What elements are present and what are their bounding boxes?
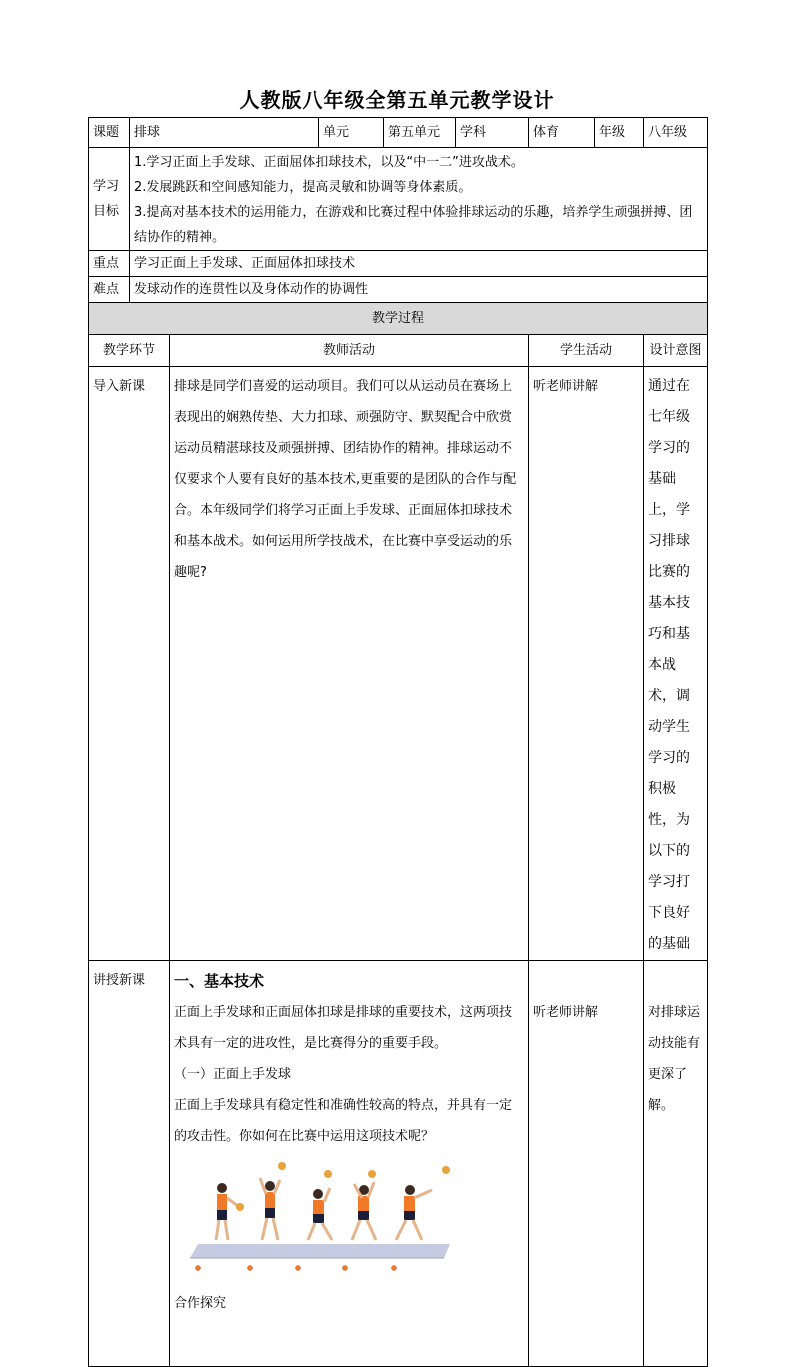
objectives-label: 学习 目标	[89, 148, 130, 251]
process-columns-row	[89, 335, 708, 367]
topic-label: 课题	[89, 118, 130, 148]
subheading: （一）正面上手发球	[174, 1067, 292, 1082]
player-figure	[308, 1170, 332, 1240]
stage-cell: 讲授新课	[89, 961, 170, 1367]
lesson-plan-table	[88, 117, 708, 1367]
teacher-activity-cell: 排球是同学们喜爱的运动项目。我们可以从运动员在赛场上表现出的娴熟传垫、大力扣球、顽强防守、默契配合中欣赏运动员精湛球技及顽强拼搏、团结协作的精神。排球运动不仅要求个人要有良好的基本技术,更重要的是团队的合作与配合。本年级同学们将学习正面上手发球、正面屈体扣球技术和基本战术。如何运用所学技战术，在比赛中享受运动的乐趣呢?	[170, 367, 529, 961]
section-heading: 一、基本技术	[174, 972, 265, 990]
serve-sequence-illustration	[182, 1160, 457, 1272]
document-title: 人教版八年级全第五单元教学设计	[239, 88, 555, 112]
difficulty-label: 难点	[89, 277, 130, 303]
paragraph: 正面上手发球具有稳定性和准确性较高的特点，并具有一定的攻击性。你如何在比赛中运用这项技术呢？	[174, 1098, 513, 1144]
teacher-activity-cell	[170, 961, 529, 1367]
info-row	[89, 118, 708, 148]
design-intent-cell: 通过在七年级学习的基础上，学习排球比赛的基本技巧和基本战术，调动学生学习的积极性，为以下的学习打下良好的基础	[644, 367, 708, 961]
key-point-row	[89, 251, 708, 277]
objective-item: 3.提高对基本技术的运用能力，在游戏和比赛过程中体验排球运动的乐趣，培养学生顽强拼搏、团结协作的精神。	[134, 205, 693, 245]
grade-value: 八年级	[644, 118, 708, 148]
player-figure	[260, 1162, 286, 1240]
student-activity-cell: 听老师讲解	[529, 961, 644, 1367]
objective-item: 2.发展跳跃和空间感知能力，提高灵敏和协调等身体素质。	[134, 180, 472, 195]
student-activity-cell: 听老师讲解	[529, 367, 644, 961]
stage-cell: 导入新课	[89, 367, 170, 961]
paragraph: 正面上手发球和正面屈体扣球是排球的重要技术，这两项技术具有一定的进攻性，是比赛得分的重要手段。	[174, 1005, 513, 1051]
unit-label: 单元	[319, 118, 384, 148]
objectives-row	[89, 148, 708, 251]
column-header-stage: 教学环节	[89, 335, 170, 367]
unit-value: 第五单元	[384, 118, 456, 148]
player-figure	[216, 1183, 244, 1240]
grade-label: 年级	[595, 118, 644, 148]
key-point-value: 学习正面上手发球、正面屈体扣球技术	[130, 251, 708, 277]
objective-item: 1.学习正面上手发球、正面屈体扣球技术，以及“中一二”进攻战术。	[134, 155, 524, 170]
difficulty-value: 发球动作的连贯性以及身体动作的协调性	[130, 277, 708, 303]
design-intent-cell: 对排球运动技能有更深了解。	[644, 961, 708, 1367]
process-header-row	[89, 303, 708, 335]
player-figure	[352, 1170, 376, 1240]
subject-label: 学科	[456, 118, 529, 148]
topic-value: 排球	[130, 118, 319, 148]
column-header-intent: 设计意图	[644, 335, 708, 367]
process-row-intro	[89, 367, 708, 961]
objectives-list	[130, 148, 708, 251]
process-header: 教学过程	[89, 303, 708, 335]
subject-value: 体育	[529, 118, 595, 148]
column-header-student: 学生活动	[529, 335, 644, 367]
paragraph: 合作探究	[174, 1296, 227, 1311]
process-row-new-lesson	[89, 961, 708, 1367]
player-figure	[396, 1166, 450, 1240]
difficulty-row	[89, 277, 708, 303]
column-header-teacher: 教师活动	[170, 335, 529, 367]
key-point-label: 重点	[89, 251, 130, 277]
